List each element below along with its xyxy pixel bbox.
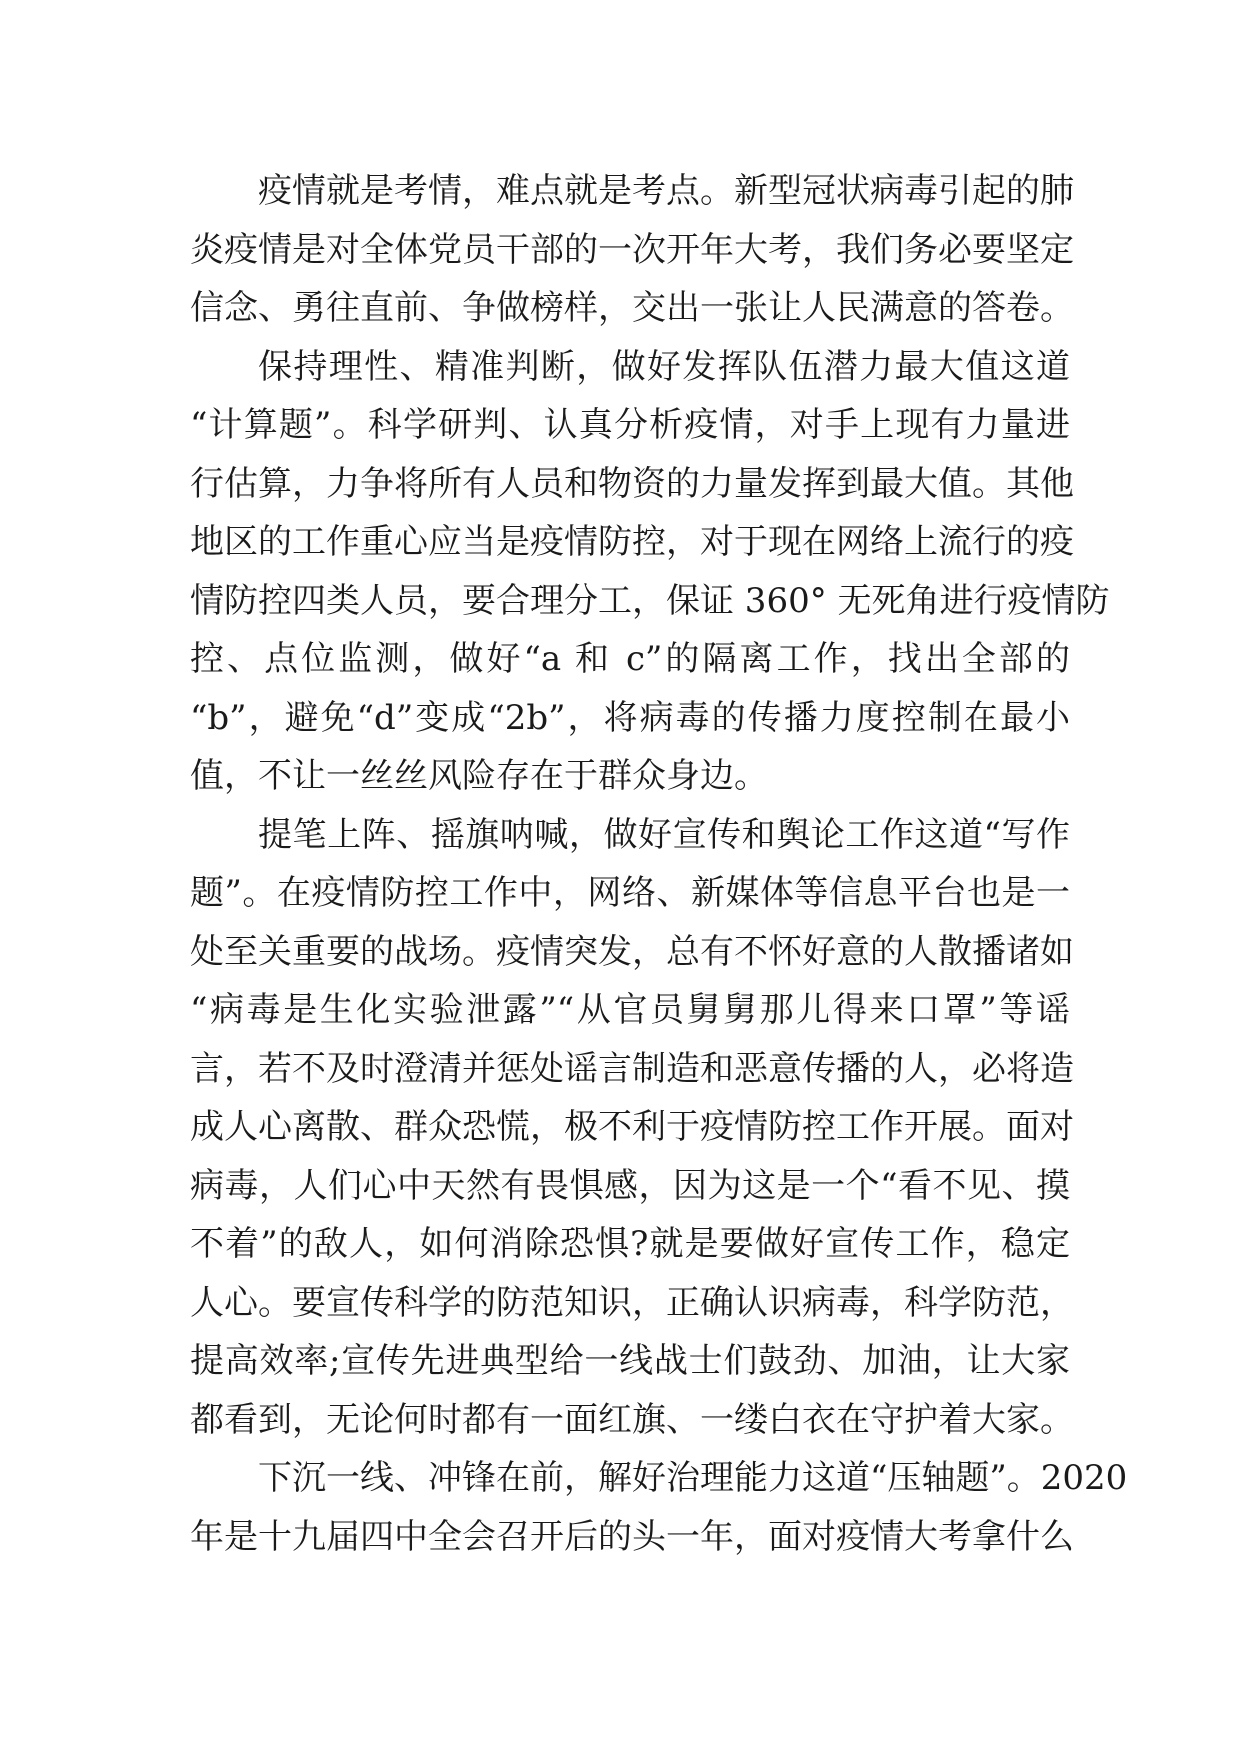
paragraph-2-line-8: 值，不让一丝丝风险存在于群众身边。 bbox=[190, 756, 768, 796]
paragraph-2-line-7: “b”，避免“d”变成“2b”，将病毒的传播力度控制在最小 bbox=[190, 697, 1070, 738]
paragraph-4-line-2: 年是十九届四中全会召开后的头一年，面对疫情大考拿什么 bbox=[190, 1516, 1074, 1557]
paragraph-3-line-1: 提笔上阵、摇旗呐喊，做好宣传和舆论工作这道“写作 bbox=[258, 814, 1070, 855]
paragraph-3-line-11: 都看到，无论何时都有一面红旗、一缕白衣在守护着大家。 bbox=[190, 1399, 1074, 1440]
document-body bbox=[190, 162, 1128, 1566]
paragraph-3-line-7: 病毒，人们心中天然有畏惧感，因为这是一个“看不见、摸 bbox=[190, 1165, 1070, 1206]
paragraph-3-line-6: 成人心离散、群众恐慌，极不利于疫情防控工作开展。面对 bbox=[190, 1107, 1074, 1147]
paragraph-2-line-6: 控、点位监测，做好“a 和 c”的隔离工作，找出全部的 bbox=[190, 639, 1070, 679]
paragraph-1-line-2: 炎疫情是对全体党员干部的一次开年大考，我们务必要坚定 bbox=[190, 229, 1074, 270]
paragraph-3-line-8: 不着”的敌人，如何消除恐惧?就是要做好宣传工作，稳定 bbox=[190, 1224, 1070, 1264]
paragraph-4-line-1: 下沉一线、冲锋在前，解好治理能力这道“压轴题”。2020 bbox=[258, 1458, 1128, 1498]
paragraph-1-line-1: 疫情就是考情，难点就是考点。新型冠状病毒引起的肺 bbox=[258, 171, 1074, 211]
paragraph-3-line-2: 题”。在疫情防控工作中，网络、新媒体等信息平台也是一 bbox=[190, 873, 1070, 913]
paragraph-3-line-5: 言，若不及时澄清并惩处谣言制造和恶意传播的人，必将造 bbox=[190, 1048, 1074, 1089]
paragraph-2-line-2: “计算题”。科学研判、认真分析疫情，对手上现有力量进 bbox=[190, 405, 1070, 445]
paragraph-2-line-1: 保持理性、精准判断，做好发挥队伍潜力最大值这道 bbox=[258, 346, 1070, 387]
paragraph-2-line-3: 行估算，力争将所有人员和物资的力量发挥到最大值。其他 bbox=[190, 463, 1074, 504]
paragraph-3-line-10: 提高效率;宣传先进典型给一线战士们鼓劲、加油，让大家 bbox=[190, 1341, 1070, 1381]
paragraph-3-line-9: 人心。要宣传科学的防范知识，正确认识病毒，科学防范， bbox=[190, 1282, 1074, 1323]
paragraph-2-line-4: 地区的工作重心应当是疫情防控，对于现在网络上流行的疫 bbox=[190, 522, 1074, 562]
paragraph-3-line-3: 处至关重要的战场。疫情突发，总有不怀好意的人散播诸如 bbox=[190, 931, 1074, 972]
paragraph-2-line-5: 情防控四类人员，要合理分工，保证 360° 无死角进行疫情防 bbox=[190, 580, 1110, 621]
paragraph-1-line-3: 信念、勇往直前、争做榜样，交出一张让人民满意的答卷。 bbox=[190, 288, 1074, 328]
paragraph-3-line-4: “病毒是生化实验泄露”“从官员舅舅那儿得来口罩”等谣 bbox=[190, 990, 1070, 1030]
